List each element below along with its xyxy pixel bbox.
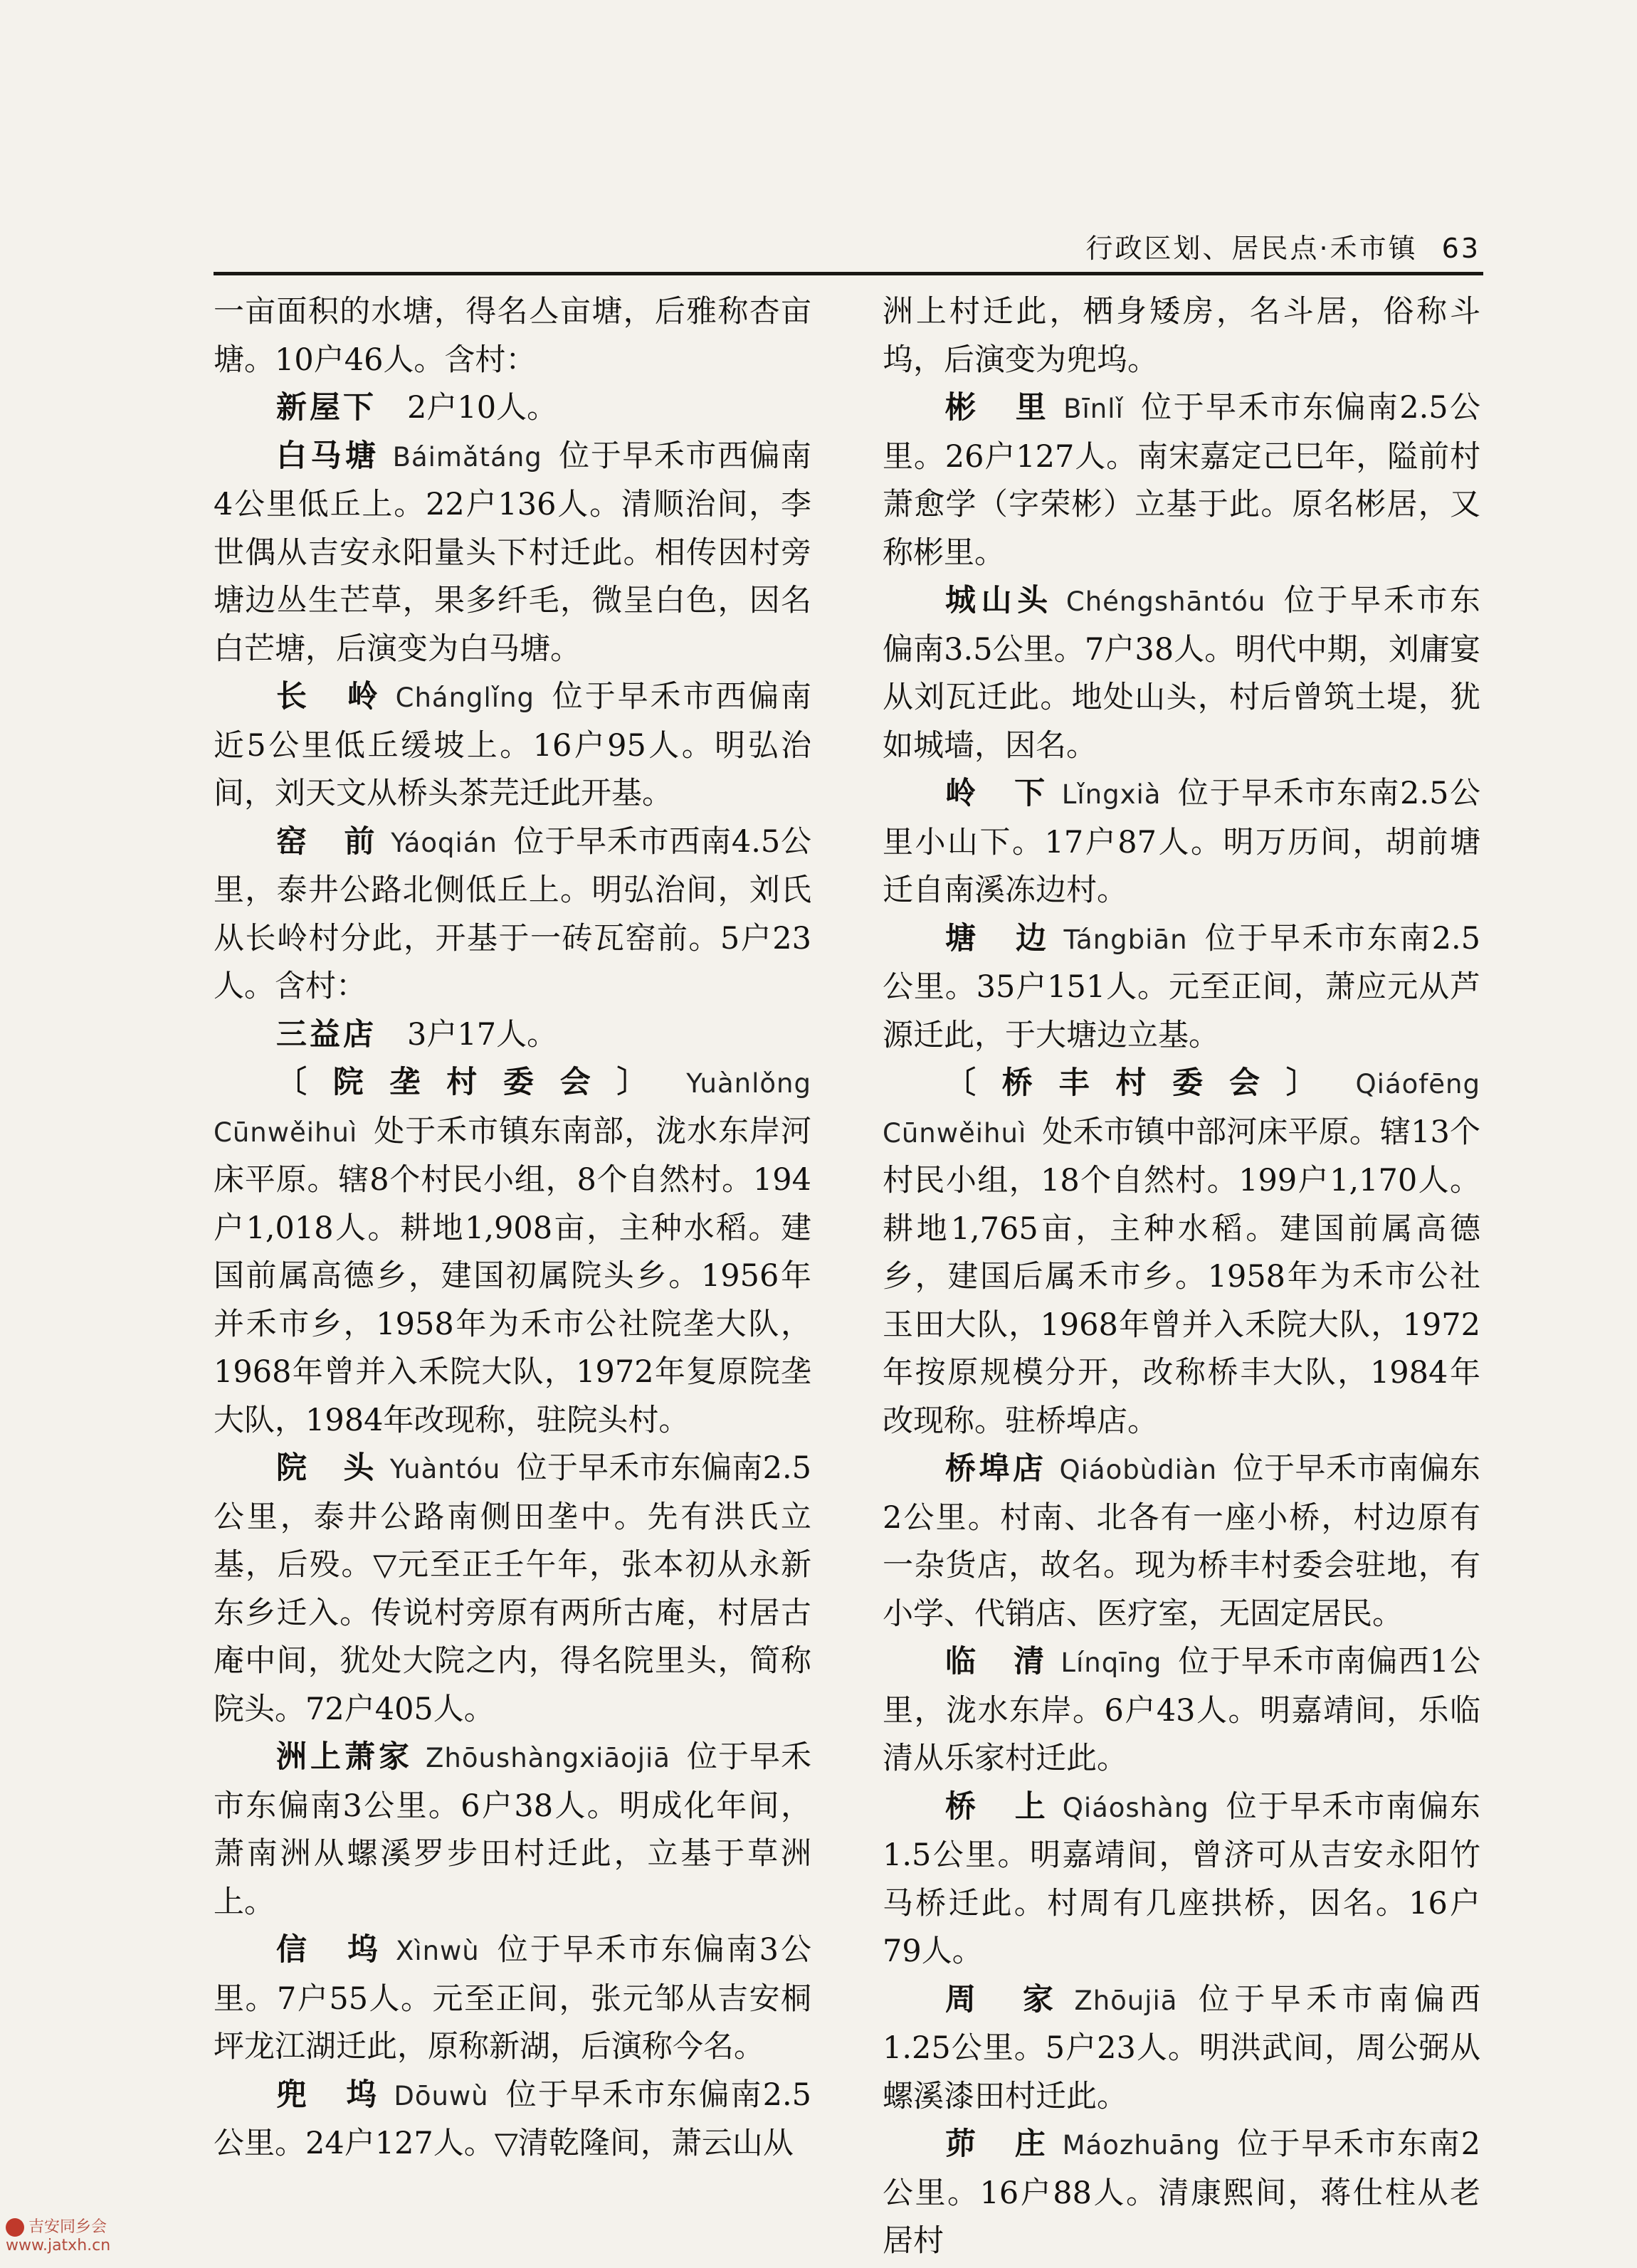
entry [883,288,1480,384]
entry-text: 位于早禾市南偏西1.25公里。5户23人。明洪武间，周公弼从螺溪漆田村迁此。 [883,1981,1481,2114]
entry [883,1976,1480,2121]
header-title: 行政区划、居民点·禾市镇 [1085,233,1418,264]
entry-text: 位于早禾市南偏西1公里，泷水东岸。6户43人。明嘉靖间，乐临清从乐家村迁此。 [883,1644,1481,1776]
entry-text: 处禾市镇中部河床平原。辖13个村民小组，18个自然村。199户1,170人。耕地1,765亩，主种水稻。建国前属高德乡，建国后属禾市乡。1958年为禾市公社玉田大队，1968年曾并入禾院大队，1972年按原规模分开，改称桥丰大队，1984年改现称。驻桥埠店。 [883,1114,1480,1439]
entry-pinyin: Zhōujiā [1074,1985,1178,2016]
entry-text: 一亩面积的水塘，得名亼亩塘，后雅称杏亩塘。10户46人。含村： [214,294,811,378]
entry-pinyin: Línqīng [1060,1647,1162,1678]
entry-headword: 〔院垄村委会〕 [276,1065,674,1100]
entry [883,915,1480,1060]
entry [214,1926,811,2072]
entry-pinyin: Dōuwù [394,2080,489,2111]
right-column [883,288,1480,2266]
entry-pinyin: Báimǎtáng [392,441,542,473]
entry-text: 位于早禾市东偏南2.5公里，泰井公路南侧田垄中。先有洪氏立基，后殁。▽元至正壬午年，张本初从永新东乡迁入。传说村旁原有两所古庵，村居古庵中间，犹处大院之内，得名院里头，简称院头。72户405人。 [214,1450,812,1727]
entry [214,1059,811,1445]
entry-pinyin: Xìnwù [395,1936,480,1966]
entry [883,1060,1480,1445]
entry-pinyin: Yuànlǒng Cūnwěihuì [214,1068,811,1148]
watermark-text: 吉安同乡会 [28,2218,107,2236]
entry-text: 位于早禾市东南2公里。16户88人。清康熙间，蒋仕柱从老居村 [883,2126,1481,2259]
entry-text: 位于早禾市东偏南3.5公里。7户38人。明代中期，刘庸宴从刘瓦迁此。地处山头，村后曾筑土堤，犹如城墙，因名。 [883,583,1481,764]
entry-headword: 城山头 [945,583,1053,618]
entry-text: 位于早禾市西偏南近5公里低丘缓坡上。16户95人。明弘治间，刘天文从桥头茶芫迁此开基。 [214,679,812,811]
entry-pinyin: Bīnlǐ [1063,394,1124,424]
entry-text: 位于早禾市南偏东1.5公里。明嘉靖间，曾济可从吉安永阳竹马桥迁此。村周有几座拱桥，因名。16户79人。 [883,1788,1481,1969]
entry-headword: 白马塘 [276,438,380,474]
entry [214,673,811,818]
entry-headword: 桥埠店 [945,1451,1047,1487]
entry-text: 位于早禾市西偏南4公里低丘上。22户136人。清顺治间，李世偶从吉安永阳量头下村迁此。相传因村旁塘边丛生芒草，果多纤毛，微呈白色，因名白芒塘，后演变为白马塘。 [214,438,812,667]
entry-pinyin: Qiáoshàng [1062,1792,1209,1823]
entry [883,770,1480,915]
entry [883,577,1480,770]
entry-pinyin: Máozhuāng [1062,2130,1221,2161]
entry-pinyin: Chánglǐng [395,682,535,713]
entry [214,1445,811,1734]
entry-text: 洲上村迁此，栖身矮房，名斗居，俗称斗坞，后演变为兜坞。 [883,294,1480,378]
entry-headword: 桥 上 [945,1788,1050,1825]
entry-headword: 塘 边 [945,920,1051,956]
watermark-emblem-icon [6,2218,24,2237]
entry-pinyin: Qiáofēng Cūnwěihuì [883,1069,1480,1149]
page-number: 63 [1441,233,1480,264]
entry [883,1783,1480,1976]
entry-pinyin: Lǐngxià [1061,779,1162,810]
entry-pinyin: Yuàntóu [389,1454,501,1484]
entry-text: 位于早禾市东偏南2.5公里。24户127人。▽清乾隆间，萧云山从 [214,2077,811,2161]
entry-pinyin: Qiáobùdiàn [1059,1455,1218,1485]
entry-text: 位于早禾市东偏南2.5公里。26户127人。南宋嘉定己巳年，隘前村萧愈学（字荣彬）立基于此。原名彬居，又称彬里。 [883,390,1480,571]
entry-headword: 临 清 [945,1644,1048,1679]
entry-pinyin: Zhōushàngxiāojiā [426,1743,670,1773]
entry [214,288,811,384]
entry-text: 位于早禾市西南4.5公里，泰井公路北侧低丘上。明弘治间，刘氏从长岭村分此，开基于一砖瓦窑前。5户23人。含村： [214,823,812,1004]
entry-headword: 三益店 [276,1016,377,1053]
entry [214,433,811,674]
entry [883,1638,1480,1783]
entry-headword: 信 坞 [276,1932,383,1968]
watermark-url: www.jatxh.cn [6,2237,111,2254]
entry-headword: 彬 里 [945,390,1051,426]
entry [883,2121,1480,2266]
entry-text: 3户17人。 [407,1016,558,1053]
left-column [214,288,811,2168]
entry-headword: 〔桥丰村委会〕 [945,1065,1343,1101]
entry-pinyin: Chéngshāntóu [1065,586,1266,617]
header-rule [214,272,1483,275]
entry-text: 位于早禾市东偏南3公里。6户38人。明成化年间，萧南洲从螺溪罗步田村迁此，立基于草洲上。 [214,1739,812,1920]
entry-headword: 长 岭 [276,679,383,714]
entry-text: 位于早禾市南偏东2公里。村南、北各有一座小桥，村边原有一杂货店，故名。现为桥丰村委会驻地，有小学、代销店、医疗室，无固定居民。 [883,1451,1481,1632]
entry-headword: 洲上萧家 [276,1739,414,1775]
entry-headword: 窑 前 [276,823,379,860]
entry [883,384,1480,577]
entry-pinyin: Yáoqián [391,827,498,858]
entry-text: 处于禾市镇东南部，泷水东岸河床平原。辖8个村民小组，8个自然村。194户1,018人。耕地1,908亩，主种水稻。建国前属高德乡，建国初属院头乡。1956年并禾市乡，1958年为禾市公社院垄大队，1968年曾并入禾院大队，1972年复原院垄大队，1984年改现称，驻院头村。 [214,1113,811,1438]
entry-headword: 茆 庄 [945,2126,1050,2162]
entry-text: 位于早禾市东南2.5公里小山下。17户87人。明万历间，胡前塘迁自南溪冻边村。 [883,776,1480,908]
entry-pinyin: Tángbiān [1063,924,1188,955]
entry [883,1445,1480,1638]
entry-headword: 院 头 [276,1450,377,1486]
entry-text: 位于早禾市东南2.5公里。35户151人。元至正间，萧应元从芦源迁此，于大塘边立基。 [883,920,1481,1053]
entry-headword: 岭 下 [945,776,1049,811]
entry-headword: 周 家 [945,1981,1062,2018]
entry [214,384,811,433]
entry-text: 2户10人。 [407,390,558,426]
entry [214,818,811,1011]
entry [214,2072,811,2168]
entry-headword: 兜 坞 [276,2077,381,2113]
entry [214,1011,811,1060]
entry-text: 位于早禾市东偏南3公里。7户55人。元至正间，张元邹从吉安桐坪龙江湖迁此，原称新湖，后演称今名。 [214,1932,812,2064]
watermark [6,2218,110,2255]
entry-headword: 新屋下 [276,390,377,426]
running-header [1086,226,1480,265]
entry [214,1734,811,1926]
